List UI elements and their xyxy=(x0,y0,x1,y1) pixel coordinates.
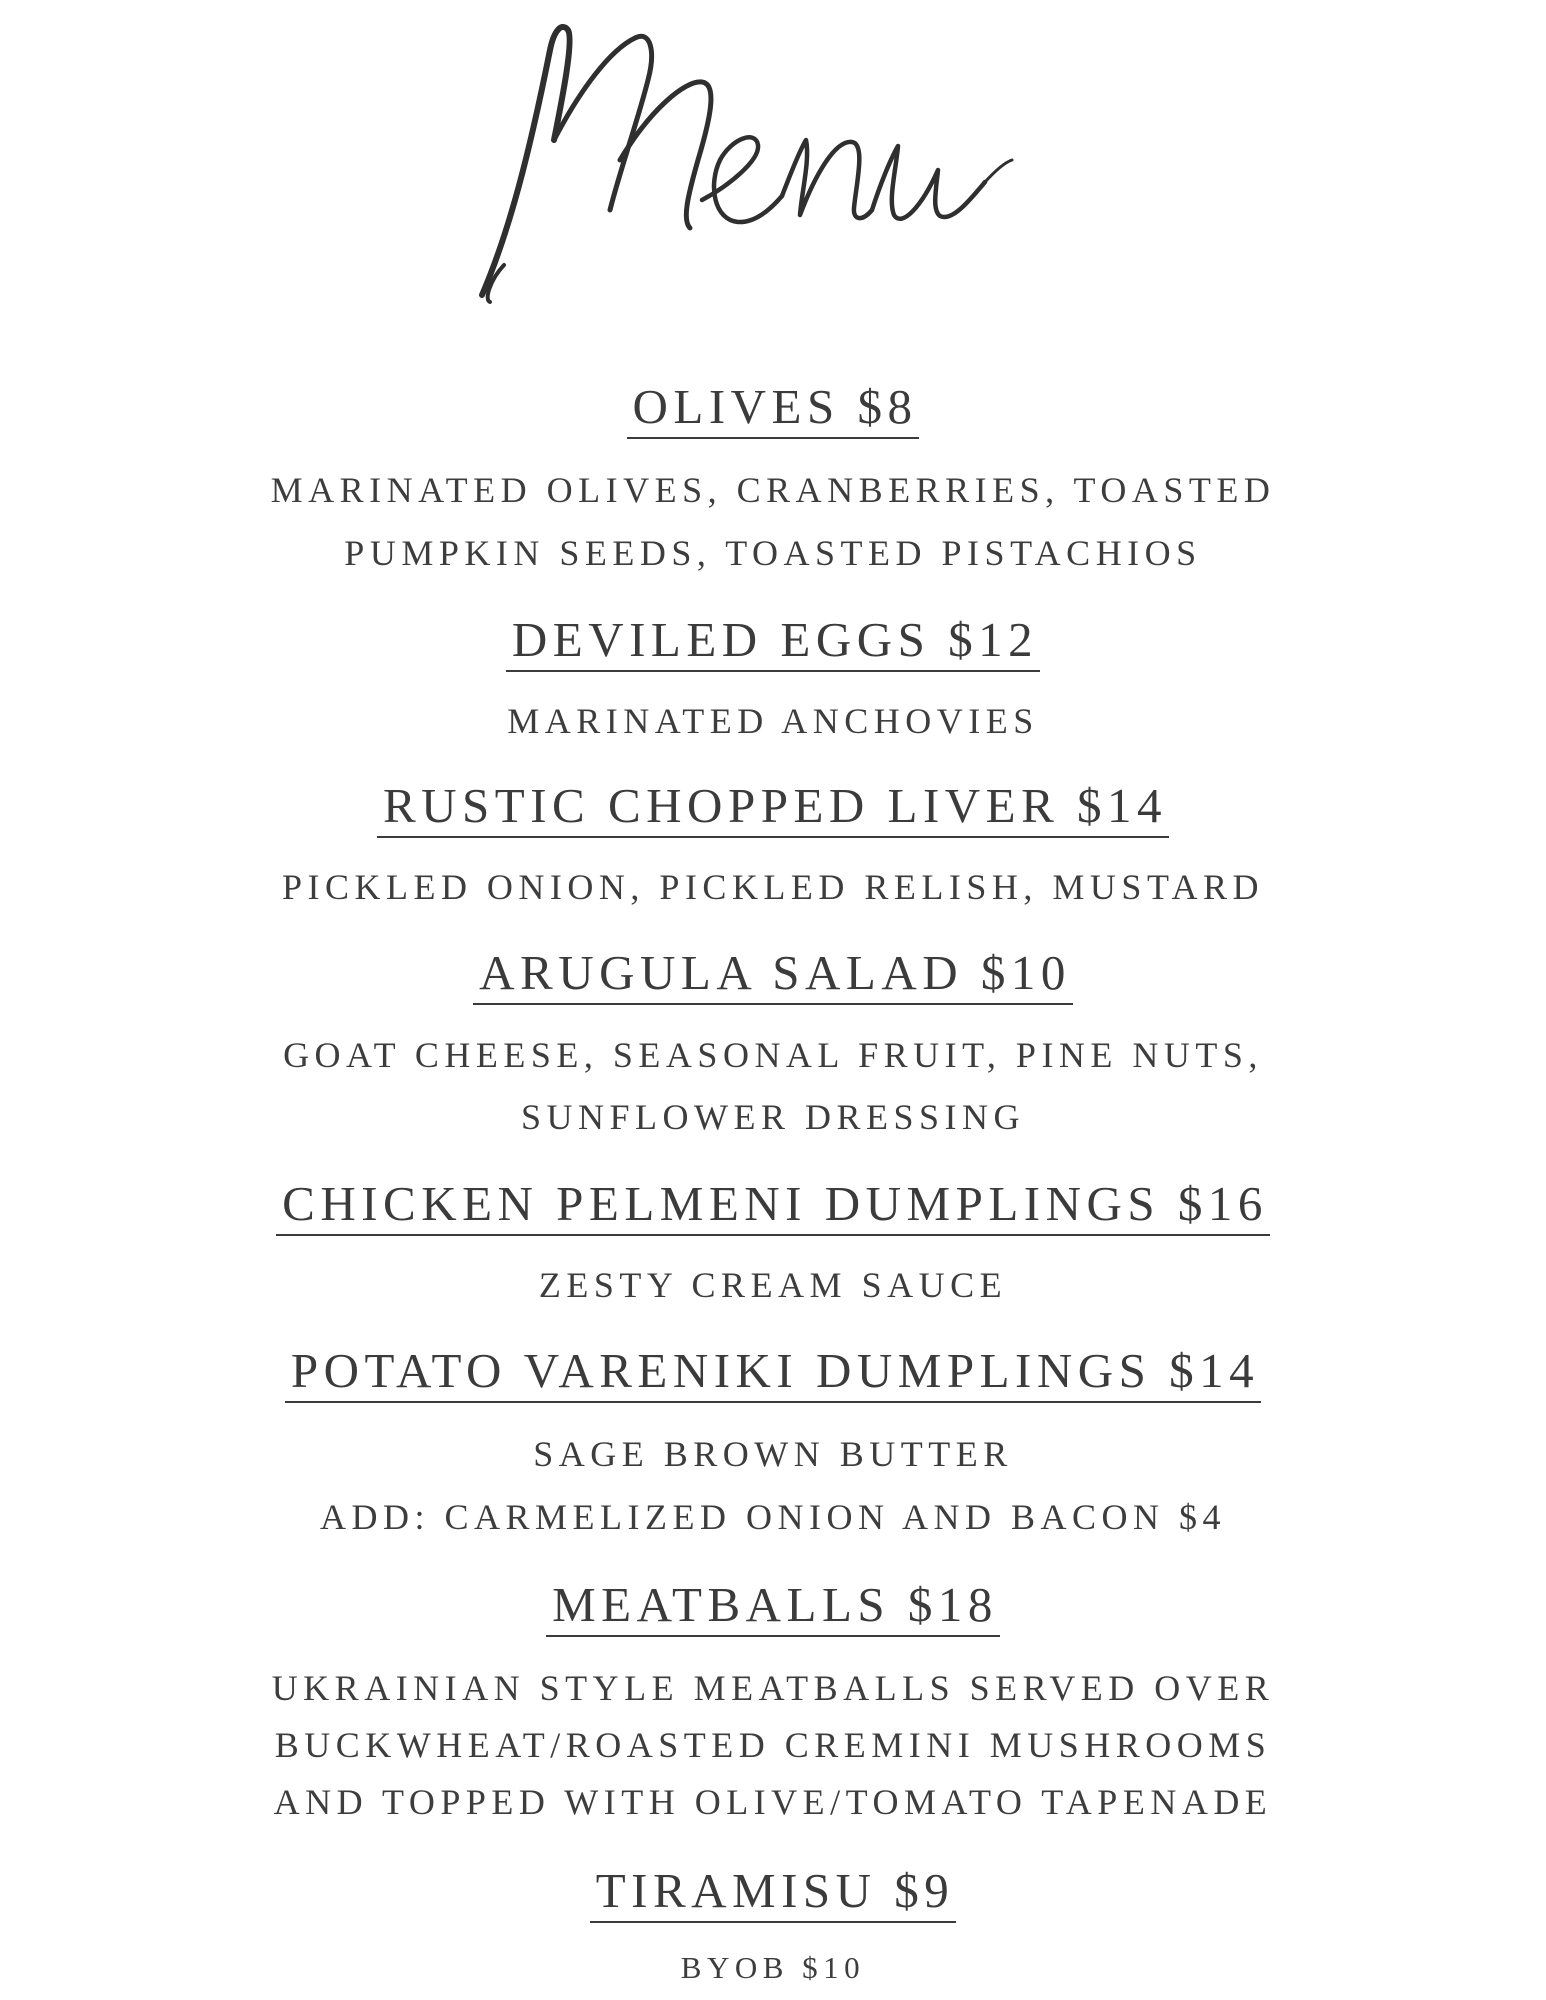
menu-script-lettering xyxy=(470,10,1030,310)
byob-note: BYOB $10 xyxy=(680,1950,866,1985)
menu-item-deviled-eggs xyxy=(0,612,1546,672)
menu-item-description-line: MARINATED ANCHOVIES xyxy=(507,701,1039,741)
menu-item-tiramisu xyxy=(0,1863,1546,1923)
menu-item-description-line: SUNFLOWER DRESSING xyxy=(520,1097,1026,1137)
menu-item-heading: CHICKEN PELMENI DUMPLINGS $16 xyxy=(276,1179,1270,1236)
menu-item-description-line: ADD: CARMELIZED ONION AND BACON $4 xyxy=(320,1497,1226,1537)
menu-item-description-line: AND TOPPED WITH OLIVE/TOMATO TAPENADE xyxy=(273,1782,1273,1822)
menu-title-text xyxy=(0,0,1,1)
menu-item-pelmeni xyxy=(0,1176,1546,1236)
menu-item-description-line: PICKLED ONION, PICKLED RELISH, MUSTARD xyxy=(281,867,1265,907)
menu-title xyxy=(0,0,1546,330)
menu-item-heading: MEATBALLS $18 xyxy=(546,1580,1000,1637)
menu-item-heading: RUSTIC CHOPPED LIVER $14 xyxy=(377,781,1169,838)
menu-item-description-line: BUCKWHEAT/ROASTED CREMINI MUSHROOMS xyxy=(274,1725,1272,1765)
menu-item-heading: OLIVES $8 xyxy=(627,382,920,439)
menu-item-vareniki xyxy=(0,1343,1546,1403)
menu-item-description-line: GOAT CHEESE, SEASONAL FRUIT, PINE NUTS, xyxy=(283,1035,1263,1075)
menu-item-heading: DEVILED EGGS $12 xyxy=(506,615,1040,672)
menu-item-chopped-liver xyxy=(0,778,1546,838)
menu-item-description-line: SAGE BROWN BUTTER xyxy=(533,1434,1013,1474)
menu-item-olives xyxy=(0,379,1546,439)
menu-item-heading: TIRAMISU $9 xyxy=(590,1866,957,1923)
menu-item-description-line: UKRAINIAN STYLE MEATBALLS SERVED OVER xyxy=(271,1668,1275,1708)
menu-item-heading: ARUGULA SALAD $10 xyxy=(473,948,1073,1005)
menu-item-meatballs xyxy=(0,1577,1546,1637)
menu-item-description-line: ZESTY CREAM SAUCE xyxy=(538,1265,1008,1305)
menu-item-description-line: MARINATED OLIVES, CRANBERRIES, TOASTED xyxy=(270,470,1276,510)
menu-item-heading: POTATO VARENIKI DUMPLINGS $14 xyxy=(285,1346,1261,1403)
menu-item-arugula-salad xyxy=(0,945,1546,1005)
menu-item-description-line: PUMPKIN SEEDS, TOASTED PISTACHIOS xyxy=(344,533,1202,573)
